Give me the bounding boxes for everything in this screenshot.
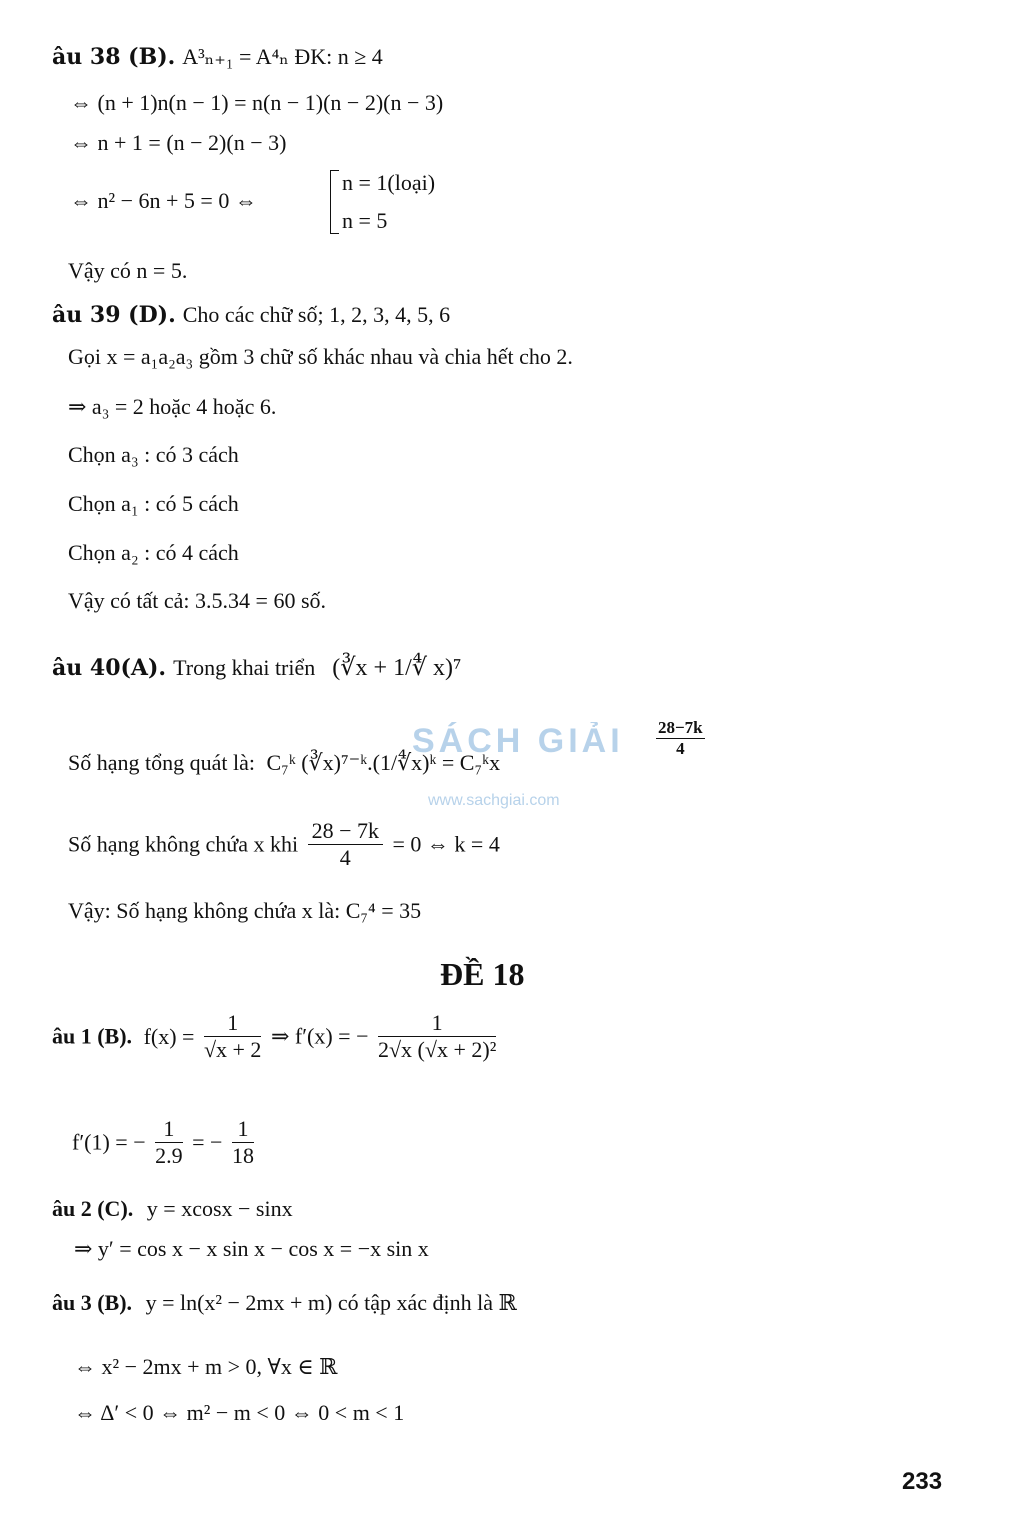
q2-line-1 [52, 1198, 293, 1220]
page-number: 233 [902, 1468, 943, 1495]
q38-line-3: ⇔ n + 1 = (n − 2)(n − 3) [70, 130, 287, 155]
q1-derivative: ⇒ f′(x) = − [270, 1023, 369, 1049]
q3-line-3: ⇔ Δ′ < 0 ⇔ m² − m < 0 ⇔ 0 < m < 1 [74, 1400, 405, 1425]
q40-exponent-den: 4 [676, 739, 685, 758]
q1-frac1-den: √x + 2 [203, 1037, 262, 1062]
q1-frac4-den: 18 [231, 1143, 254, 1168]
q2-text: y = xcosx − sinx [146, 1196, 293, 1221]
q38-line-1 [52, 46, 383, 69]
q39-line-2: Gọi x = a₁a₂a₃ gồm 3 chữ số khác nhau và chia hết cho 2. [68, 344, 573, 369]
q40-expansion: (∛x + 1/∜ x)⁷ [332, 655, 462, 681]
q40-label: âu 40(A). [52, 655, 167, 681]
q40-line-3 [68, 820, 500, 869]
q39-line-1 [52, 304, 450, 327]
q39-line-7: Vậy có tất cả: 3.5.34 = 60 số. [68, 588, 327, 613]
q1-line-1 [52, 1012, 500, 1061]
q38-conclusion: Vậy có n = 5. [68, 258, 188, 283]
section-heading: ĐỀ 18 [440, 956, 525, 992]
q1-fraction-4 [232, 1118, 254, 1167]
q38-label: âu 38 (B). [52, 44, 176, 70]
q1-f1: f′(1) = − [72, 1129, 146, 1155]
q40-text: Trong khai triển [173, 655, 316, 680]
q1-fx: f(x) = [143, 1023, 195, 1049]
q1-frac1-num: 1 [204, 1012, 261, 1037]
q38-condition: A³ₙ₊₁ = A⁴ₙ ĐK: n ≥ 4 [182, 44, 383, 69]
watermark-url: www.sachgiai.com [428, 792, 560, 809]
q40-line-1 [52, 656, 461, 680]
q40-condition-label: Số hạng không chứa x khi [68, 831, 299, 857]
q38-case-1: n = 1(loại) [342, 170, 436, 195]
q3-line-2: ⇔ x² − 2mx + m > 0, ∀x ∈ ℝ [74, 1354, 338, 1379]
q3-line-1 [52, 1292, 517, 1314]
q40-condition-result: = 0 ⇔ k = 4 [392, 831, 500, 857]
q40-exponent-num: 28−7k [658, 718, 703, 737]
q1-frac2-num: 1 [378, 1012, 496, 1037]
watermark-logo: SÁCH GIẢI [412, 722, 624, 760]
q1-line-2 [72, 1118, 258, 1167]
q40-general-term: C₇ᵏ (∛x)⁷⁻ᵏ.(1/∜x)ᵏ = C₇ᵏx [266, 750, 501, 775]
q2-label: âu 2 (C). [52, 1196, 134, 1221]
q1-frac4-num: 1 [232, 1118, 254, 1143]
q40-general-term-label: Số hạng tổng quát là: [68, 750, 255, 775]
q40-fraction [308, 820, 383, 869]
q1-frac3-den: 2.9 [155, 1143, 183, 1168]
q1-frac2-den: 2√x (√x + 2)² [377, 1037, 497, 1062]
q39-label: âu 39 (D). [52, 302, 176, 328]
q1-equals: = − [192, 1129, 223, 1155]
q40-fraction-den: 4 [339, 845, 351, 870]
q39-line-5: Chọn a₁ : có 5 cách [68, 491, 239, 516]
q38-case-2: n = 5 [342, 208, 388, 233]
q1-label: âu 1 (B). [52, 1023, 133, 1049]
q40-fraction-num: 28 − 7k [308, 820, 383, 845]
q2-line-2: ⇒ y′ = cos x − x sin x − cos x = −x sin x [74, 1236, 429, 1261]
q38-line-4: ⇔ n² − 6n + 5 = 0 ⇔ [70, 188, 257, 213]
q39-line-4: Chọn a₃ : có 3 cách [68, 442, 239, 467]
q39-text: Cho các chữ số; 1, 2, 3, 4, 5, 6 [182, 302, 451, 327]
q39-line-6: Chọn a₂ : có 4 cách [68, 540, 239, 565]
q40-exponent [656, 718, 705, 759]
q38-bracket [330, 170, 339, 234]
q3-text: y = ln(x² − 2mx + m) có tập xác định là ℝ [145, 1290, 517, 1315]
q1-fraction-1 [204, 1012, 261, 1061]
q1-fraction-2 [378, 1012, 496, 1061]
q38-line-2: ⇔ (n + 1)n(n − 1) = n(n − 1)(n − 2)(n − 3) [70, 90, 444, 115]
q1-fraction-3 [155, 1118, 183, 1167]
q3-label: âu 3 (B). [52, 1290, 133, 1315]
q1-frac3-num: 1 [155, 1118, 183, 1143]
q40-line-4: Vậy: Số hạng không chứa x là: C₇⁴ = 35 [68, 898, 422, 923]
q39-line-3: ⇒ a₃ = 2 hoặc 4 hoặc 6. [68, 394, 277, 419]
